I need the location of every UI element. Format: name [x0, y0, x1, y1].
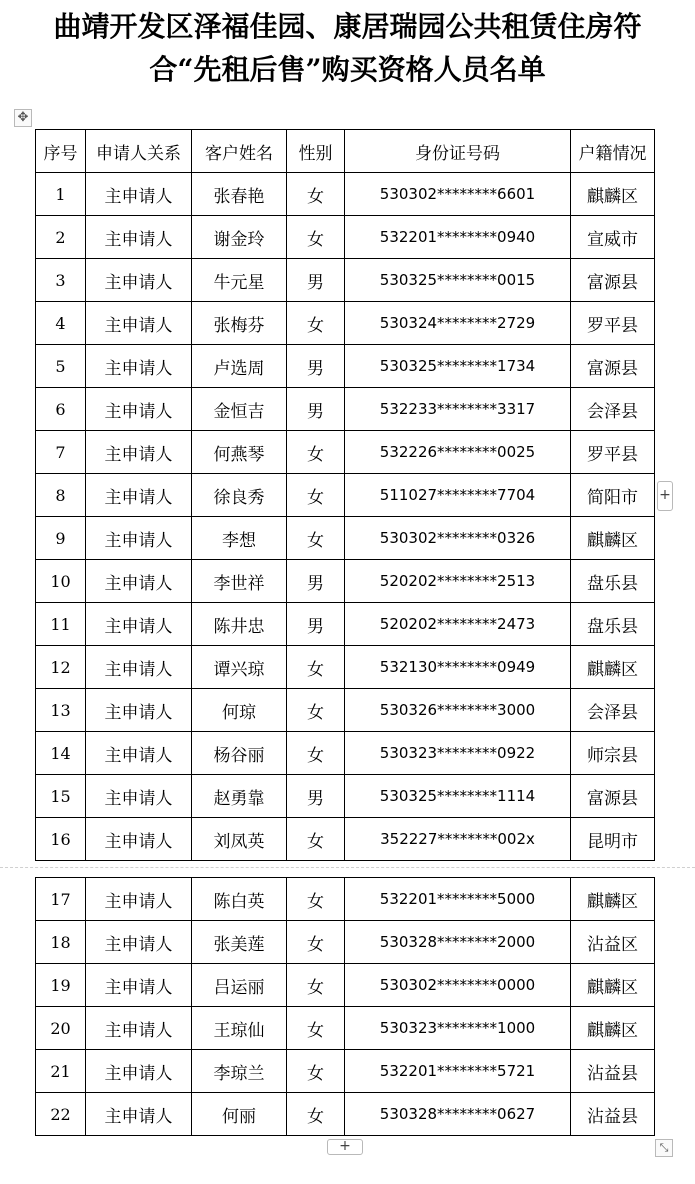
cell-name: 卢选周 — [192, 345, 287, 388]
cell-index: 20 — [36, 1007, 86, 1050]
add-row-button[interactable]: + — [327, 1139, 363, 1155]
cell-household: 罗平县 — [571, 302, 655, 345]
cell-index: 2 — [36, 216, 86, 259]
table-row — [36, 216, 655, 259]
table-row — [36, 517, 655, 560]
cell-name: 赵勇靠 — [192, 775, 287, 818]
cell-id-number: 532226********0025 — [345, 431, 571, 474]
cell-gender: 女 — [287, 1007, 345, 1050]
cell-name: 李世祥 — [192, 560, 287, 603]
cell-gender: 女 — [287, 921, 345, 964]
cell-index: 7 — [36, 431, 86, 474]
cell-index: 3 — [36, 259, 86, 302]
cell-relation: 主申请人 — [86, 259, 192, 302]
cell-name: 王琼仙 — [192, 1007, 287, 1050]
cell-relation: 主申请人 — [86, 173, 192, 216]
cell-household: 富源县 — [571, 345, 655, 388]
cell-household: 麒麟区 — [571, 517, 655, 560]
cell-index: 6 — [36, 388, 86, 431]
cell-relation: 主申请人 — [86, 216, 192, 259]
cell-gender: 女 — [287, 732, 345, 775]
applicant-table-page-2 — [35, 877, 655, 1136]
cell-id-number: 530302********0326 — [345, 517, 571, 560]
cell-relation: 主申请人 — [86, 517, 192, 560]
document-title — [0, 0, 695, 91]
cell-index: 12 — [36, 646, 86, 689]
cell-gender: 女 — [287, 964, 345, 1007]
cell-index: 18 — [36, 921, 86, 964]
cell-gender: 男 — [287, 388, 345, 431]
header-relation: 申请人关系 — [86, 130, 192, 173]
applicant-table-page-1 — [35, 129, 655, 861]
cell-id-number: 530325********1734 — [345, 345, 571, 388]
cell-relation: 主申请人 — [86, 878, 192, 921]
cell-gender: 女 — [287, 431, 345, 474]
cell-gender: 女 — [287, 517, 345, 560]
cell-index: 4 — [36, 302, 86, 345]
cell-household: 沾益县 — [571, 1093, 655, 1136]
header-id-number: 身份证号码 — [345, 130, 571, 173]
cell-relation: 主申请人 — [86, 646, 192, 689]
cell-name: 何琼 — [192, 689, 287, 732]
cell-index: 11 — [36, 603, 86, 646]
cell-name: 陈井忠 — [192, 603, 287, 646]
table-row — [36, 921, 655, 964]
cell-gender: 女 — [287, 1050, 345, 1093]
cell-relation: 主申请人 — [86, 560, 192, 603]
cell-index: 16 — [36, 818, 86, 861]
header-name: 客户姓名 — [192, 130, 287, 173]
cell-household: 昆明市 — [571, 818, 655, 861]
cell-name: 杨谷丽 — [192, 732, 287, 775]
cell-id-number: 530326********3000 — [345, 689, 571, 732]
cell-name: 李想 — [192, 517, 287, 560]
cell-relation: 主申请人 — [86, 388, 192, 431]
cell-name: 刘凤英 — [192, 818, 287, 861]
cell-gender: 女 — [287, 646, 345, 689]
cell-gender: 男 — [287, 603, 345, 646]
cell-relation: 主申请人 — [86, 345, 192, 388]
cell-index: 8 — [36, 474, 86, 517]
cell-id-number: 530323********0922 — [345, 732, 571, 775]
table-row — [36, 474, 655, 517]
cell-gender: 男 — [287, 259, 345, 302]
cell-index: 17 — [36, 878, 86, 921]
table-row — [36, 388, 655, 431]
cell-id-number: 532130********0949 — [345, 646, 571, 689]
cell-id-number: 530324********2729 — [345, 302, 571, 345]
cell-household: 会泽县 — [571, 388, 655, 431]
cell-household: 简阳市 — [571, 474, 655, 517]
cell-household: 麒麟区 — [571, 173, 655, 216]
table-row — [36, 732, 655, 775]
cell-name: 张梅芬 — [192, 302, 287, 345]
cell-index: 22 — [36, 1093, 86, 1136]
cell-id-number: 530323********1000 — [345, 1007, 571, 1050]
cell-gender: 女 — [287, 216, 345, 259]
table-row — [36, 818, 655, 861]
header-household: 户籍情况 — [571, 130, 655, 173]
cell-id-number: 530302********6601 — [345, 173, 571, 216]
cell-index: 15 — [36, 775, 86, 818]
cell-index: 14 — [36, 732, 86, 775]
cell-gender: 男 — [287, 775, 345, 818]
table-row — [36, 603, 655, 646]
table-header-row — [36, 130, 655, 173]
table-row — [36, 431, 655, 474]
cell-relation: 主申请人 — [86, 921, 192, 964]
cell-relation: 主申请人 — [86, 1093, 192, 1136]
cell-relation: 主申请人 — [86, 302, 192, 345]
cell-gender: 女 — [287, 173, 345, 216]
table-row — [36, 1007, 655, 1050]
cell-household: 沾益县 — [571, 1050, 655, 1093]
cell-household: 麒麟区 — [571, 964, 655, 1007]
cell-name: 谢金玲 — [192, 216, 287, 259]
cell-id-number: 532201********5000 — [345, 878, 571, 921]
cell-name: 谭兴琼 — [192, 646, 287, 689]
cell-gender: 女 — [287, 1093, 345, 1136]
cell-gender: 女 — [287, 878, 345, 921]
table-row — [36, 878, 655, 921]
table-row — [36, 1093, 655, 1136]
cell-index: 19 — [36, 964, 86, 1007]
cell-index: 13 — [36, 689, 86, 732]
cell-household: 盘乐县 — [571, 603, 655, 646]
table-row — [36, 173, 655, 216]
cell-gender: 男 — [287, 560, 345, 603]
cell-name: 何燕琴 — [192, 431, 287, 474]
cell-name: 何丽 — [192, 1093, 287, 1136]
title-line-2: 合“先租后售”购买资格人员名单 — [149, 53, 546, 86]
table-move-handle-icon[interactable]: ✥ — [14, 109, 32, 127]
table-row — [36, 302, 655, 345]
cell-gender: 女 — [287, 302, 345, 345]
cell-gender: 女 — [287, 474, 345, 517]
cell-id-number: 530328********0627 — [345, 1093, 571, 1136]
cell-relation: 主申请人 — [86, 603, 192, 646]
cell-id-number: 530328********2000 — [345, 921, 571, 964]
page-break-divider — [0, 867, 695, 868]
cell-relation: 主申请人 — [86, 474, 192, 517]
cell-name: 吕运丽 — [192, 964, 287, 1007]
cell-id-number: 532201********5721 — [345, 1050, 571, 1093]
cell-name: 徐良秀 — [192, 474, 287, 517]
cell-gender: 女 — [287, 818, 345, 861]
header-gender: 性别 — [287, 130, 345, 173]
cell-household: 麒麟区 — [571, 1007, 655, 1050]
table-row — [36, 1050, 655, 1093]
cell-household: 师宗县 — [571, 732, 655, 775]
cell-name: 张春艳 — [192, 173, 287, 216]
cell-name: 陈白英 — [192, 878, 287, 921]
cell-relation: 主申请人 — [86, 1007, 192, 1050]
cell-id-number: 352227********002x — [345, 818, 571, 861]
cell-id-number: 520202********2513 — [345, 560, 571, 603]
cell-household: 沾益区 — [571, 921, 655, 964]
cell-gender: 男 — [287, 345, 345, 388]
cell-index: 9 — [36, 517, 86, 560]
cell-index: 21 — [36, 1050, 86, 1093]
cell-id-number: 530325********0015 — [345, 259, 571, 302]
table-row — [36, 345, 655, 388]
cell-gender: 女 — [287, 689, 345, 732]
cell-index: 5 — [36, 345, 86, 388]
cell-id-number: 532233********3317 — [345, 388, 571, 431]
cell-household: 罗平县 — [571, 431, 655, 474]
cell-name: 张美莲 — [192, 921, 287, 964]
table-resize-handle-icon[interactable]: ⤡ — [655, 1139, 673, 1157]
cell-index: 10 — [36, 560, 86, 603]
cell-id-number: 532201********0940 — [345, 216, 571, 259]
table-row — [36, 259, 655, 302]
cell-relation: 主申请人 — [86, 818, 192, 861]
table-row — [36, 689, 655, 732]
cell-relation: 主申请人 — [86, 732, 192, 775]
cell-id-number: 511027********7704 — [345, 474, 571, 517]
add-column-button[interactable]: + — [657, 481, 673, 511]
header-index: 序号 — [36, 130, 86, 173]
cell-relation: 主申请人 — [86, 775, 192, 818]
table-row — [36, 646, 655, 689]
cell-household: 麒麟区 — [571, 878, 655, 921]
cell-name: 牛元星 — [192, 259, 287, 302]
table-row — [36, 775, 655, 818]
cell-id-number: 520202********2473 — [345, 603, 571, 646]
cell-relation: 主申请人 — [86, 1050, 192, 1093]
title-line-1: 曲靖开发区泽福佳园、康居瑞园公共租赁住房符 — [53, 10, 642, 43]
cell-household: 麒麟区 — [571, 646, 655, 689]
cell-household: 富源县 — [571, 259, 655, 302]
cell-relation: 主申请人 — [86, 689, 192, 732]
table-row — [36, 964, 655, 1007]
cell-name: 金恒吉 — [192, 388, 287, 431]
cell-household: 会泽县 — [571, 689, 655, 732]
cell-household: 富源县 — [571, 775, 655, 818]
cell-relation: 主申请人 — [86, 964, 192, 1007]
cell-index: 1 — [36, 173, 86, 216]
table-row — [36, 560, 655, 603]
cell-id-number: 530302********0000 — [345, 964, 571, 1007]
cell-id-number: 530325********1114 — [345, 775, 571, 818]
cell-name: 李琼兰 — [192, 1050, 287, 1093]
cell-household: 宣威市 — [571, 216, 655, 259]
cell-relation: 主申请人 — [86, 431, 192, 474]
cell-household: 盘乐县 — [571, 560, 655, 603]
